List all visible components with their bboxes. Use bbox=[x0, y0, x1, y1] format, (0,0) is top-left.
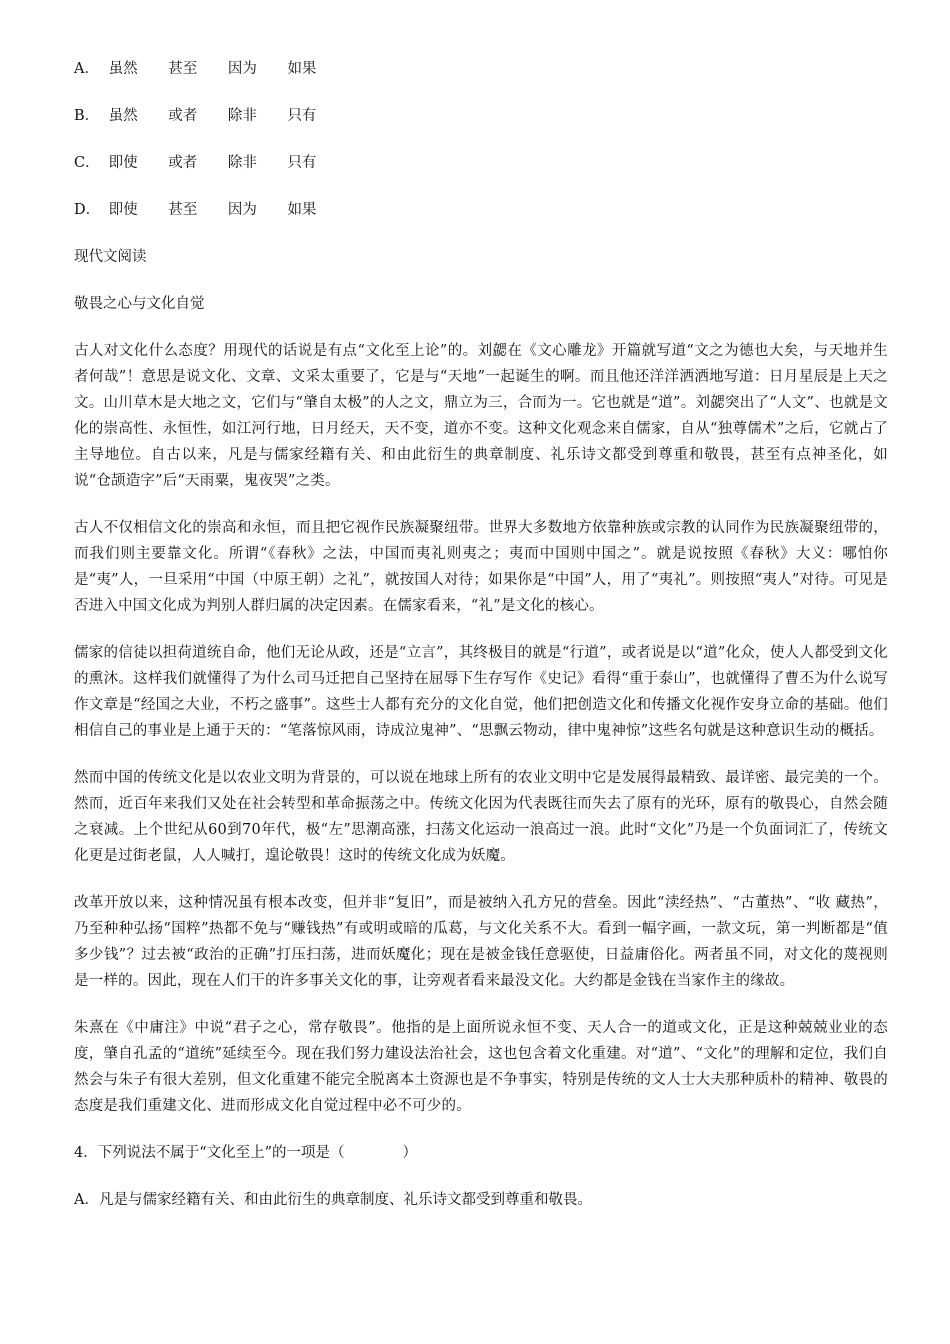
option-word: 因为 bbox=[227, 202, 257, 218]
question-4: 4．下列说法不属于“文化至上”的一项是（ ） bbox=[74, 1145, 418, 1161]
document-page bbox=[74, 56, 888, 1213]
option-word: 或者 bbox=[168, 108, 198, 124]
paragraph-4: 然而中国的传统文化是以农业文明为背景的，可以说在地球上所有的农业文明中它是发展得最精致、最详密、最完美的一个。然而，近百年来我们又处在社会转型和革命振荡之中。传统文化因为代表既往而失去了原有的光环，原有的敬畏心，自然会随之衰减。上个世纪从60到70年代，极“左”思潮高涨，扫荡文化运动一浪高过一浪。此时“文化”乃是一个负面词汇了，传统文化更是过街老鼠，人人喊打，遑论敬畏！这时的传统文化成为妖魔。 bbox=[74, 770, 888, 864]
option-label: A． bbox=[74, 61, 99, 77]
option-word: 甚至 bbox=[168, 202, 198, 218]
paragraph-6: 朱熹在《中庸注》中说“君子之心，常存敬畏”。他指的是上面所说永恒不变、天人合一的道或文化，正是这种兢兢业业的态度，肇自孔孟的“道统”延续至今。现在我们努力建设法治社会，这也包含着文化重建。对“道”、“文化”的理解和定位，我们自然会与朱子有很大差别，但文化重建不能完全脱离本土资源也是不争事实，特别是传统的文人士大夫那种质朴的精神、敬畏的态度是我们重建文化、进而形成文化自觉过程中必不可少的。 bbox=[74, 1020, 888, 1114]
option-label: B． bbox=[74, 108, 100, 124]
option-word: 虽然 bbox=[108, 61, 138, 77]
article-title: 敬畏之心与文化自觉 bbox=[74, 296, 205, 312]
option-word: 虽然 bbox=[108, 108, 138, 124]
option-word: 甚至 bbox=[168, 61, 198, 77]
option-word: 除非 bbox=[227, 155, 257, 171]
paragraph-5: 改革开放以来，这种情况虽有根本改变，但并非“复旧”，而是被纳入孔方兄的营垒。因此“渎经热”、“古董热”、“收 藏热”，乃至种种弘扬“国粹”热都不免与“赚钱热”有或明或暗的瓜葛，与文化关系不大。看到一幅字画，一款文玩，第一判断都是“值多少钱”？过去被“政治的正确”打压扫荡，进而妖魔化；现在是被金钱任意驱使，日益庸俗化。两者虽不同，对文化的蔑视则是一样的。因此，现在人们干的许多事关文化的事，让旁观者看来最没文化。大约都是金钱在当家作主的缘故。 bbox=[74, 895, 888, 989]
option-word: 因为 bbox=[227, 61, 257, 77]
option-label: D． bbox=[74, 202, 101, 218]
option-word: 如果 bbox=[287, 202, 317, 218]
option-c bbox=[74, 150, 888, 176]
option-word: 只有 bbox=[287, 108, 317, 124]
paragraph-2: 古人不仅相信文化的崇高和永恒，而且把它视作民族凝聚纽带。世界大多数地方依靠种族或宗教的认同作为民族凝聚纽带的，而我们则主要靠文化。所谓“《春秋》之法，中国而夷礼则夷之；夷而中国则中国之”。就是说按照《春秋》大义：哪怕你是“夷”人，一旦采用“中国（中原王朝）之礼”，就按国人对待；如果你是“中国”人，用了“夷礼”。则按照“夷人”对待。可见是否进入中国文化成为判别人群归属的决定因素。在儒家看来，“礼”是文化的核心。 bbox=[74, 520, 888, 614]
option-word: 即使 bbox=[108, 202, 138, 218]
option-word: 除非 bbox=[227, 108, 257, 124]
option-label: C． bbox=[74, 155, 100, 171]
paragraph-3: 儒家的信徒以担荷道统自命，他们无论从政，还是“立言”，其终极目的就是“行道”，或者说是以“道”化众，使人人都受到文化的熏沐。这样我们就懂得了为什么司马迁把自己坚持在屈辱下生存写作《史记》看得“重于泰山”，也就懂得了曹丕为什么说写作文章是“经国之大业，不朽之盛事”。这些士人都有充分的文化自觉，他们把创造文化和传播文化视作安身立命的基础。他们相信自己的事业是上通于天的：“笔落惊风雨，诗成泣鬼神”、“思飘云物动，律中鬼神惊”这些名句就是这种意识生动的概括。 bbox=[74, 645, 888, 739]
paragraph-1: 古人对文化什么态度？用现代的话说是有点“文化至上论”的。刘勰在《文心雕龙》开篇就写道“文之为德也大矣，与天地并生者何哉”！意思是说文化、文章、文采太重要了，它是与“天地”一起诞生的啊。而且他还洋洋洒洒地写道：日月星辰是上天之文。山川草木是大地之文，它们与“肇自太极”的人之文，鼎立为三，合而为一。它也就是“道”。刘勰突出了“人文”、也就是文化的崇高性、永恒性，如江河行地，日月经天，天不变，道亦不变。这种文化观念来自儒家，自从“独尊儒术”之后，它就占了主导地位。自古以来，凡是与儒家经籍有关、和由此衍生的典章制度、礼乐诗文都受到尊重和敬畏，甚至有点神圣化，如说“仓颉造字”后“天雨粟，鬼夜哭”之类。 bbox=[74, 343, 888, 489]
option-word: 即使 bbox=[108, 155, 138, 171]
option-word: 只有 bbox=[287, 155, 317, 171]
option-word: 或者 bbox=[168, 155, 198, 171]
section-title: 现代文阅读 bbox=[74, 249, 147, 265]
option-d bbox=[74, 197, 888, 223]
answer-option-a: A．凡是与儒家经籍有关、和由此衍生的典章制度、礼乐诗文都受到尊重和敬畏。 bbox=[74, 1192, 592, 1208]
option-word: 如果 bbox=[287, 61, 317, 77]
option-b bbox=[74, 103, 888, 129]
option-a bbox=[74, 56, 888, 82]
